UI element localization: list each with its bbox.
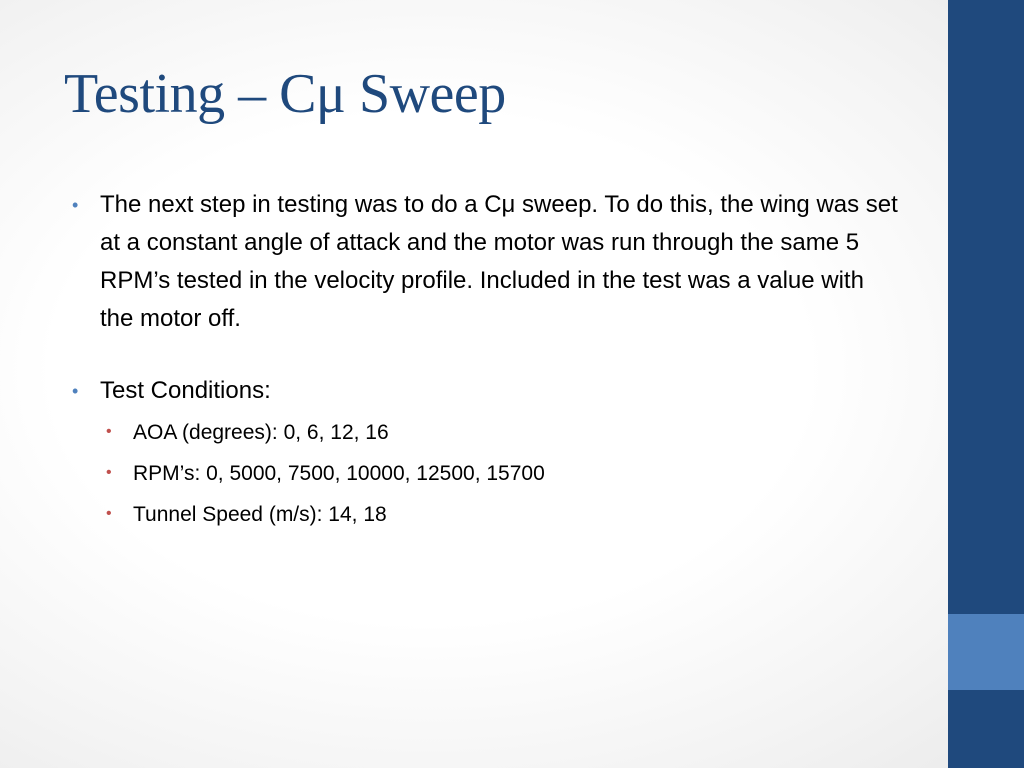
sub-bullet-list bbox=[100, 412, 900, 535]
bullet-dot-icon: • bbox=[106, 464, 112, 481]
sidebar-accent-block bbox=[948, 614, 1024, 690]
sub-bullet-text: Tunnel Speed (m/s): 14, 18 bbox=[133, 503, 387, 526]
bullet-dot-icon: • bbox=[106, 423, 112, 440]
bullet-text: Test Conditions: bbox=[100, 377, 271, 404]
bullet-dot-icon: • bbox=[72, 381, 79, 401]
sub-bullet-tunnel-speed bbox=[100, 494, 900, 535]
bullet-item-test-conditions bbox=[70, 372, 900, 535]
bullet-text: The next step in testing was to do a Cμ sweep. To do this, the wing was set at a constant angle of attack and the motor was run through the same 5 RPM’s tested in the velocity profile. Included in the test was a value with the motor off. bbox=[100, 191, 898, 332]
bullet-list bbox=[70, 186, 900, 535]
bullet-dot-icon: • bbox=[106, 505, 112, 522]
sub-bullet-rpm bbox=[100, 453, 900, 494]
slide-title: Testing – Cμ Sweep bbox=[64, 63, 506, 125]
sub-bullet-aoa bbox=[100, 412, 900, 453]
bullet-dot-icon: • bbox=[72, 195, 79, 215]
bullet-item-intro bbox=[70, 186, 900, 338]
sub-bullet-text: AOA (degrees): 0, 6, 12, 16 bbox=[133, 421, 389, 444]
sub-bullet-text: RPM’s: 0, 5000, 7500, 10000, 12500, 15700 bbox=[133, 462, 545, 485]
slide-content bbox=[70, 186, 900, 535]
